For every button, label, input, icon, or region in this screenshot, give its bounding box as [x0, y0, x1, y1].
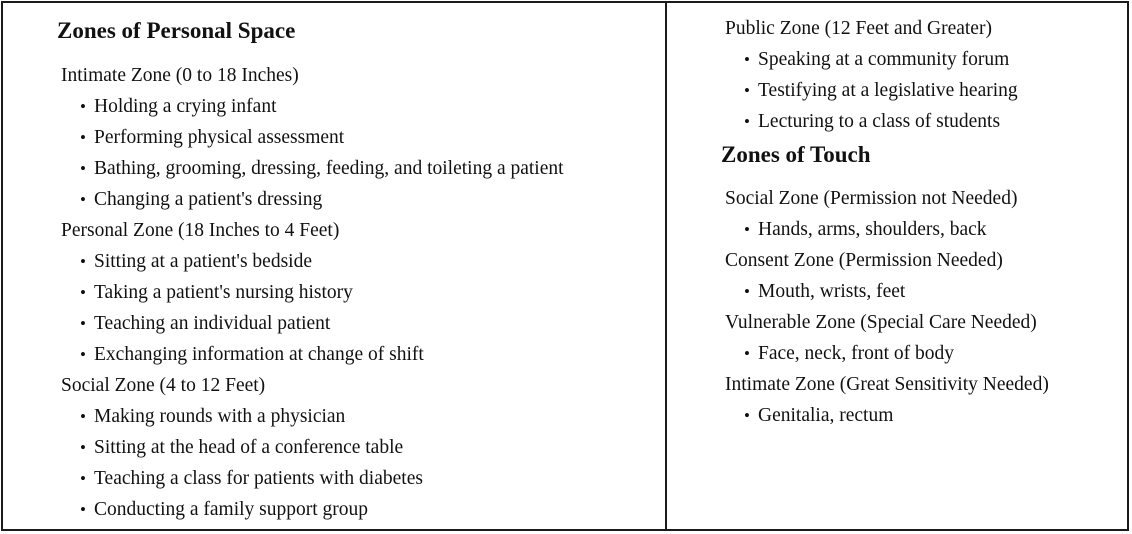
touch-column — [667, 3, 1127, 529]
zone-example-item — [744, 75, 1018, 106]
zone-example-item — [80, 494, 564, 525]
zone-examples — [61, 401, 564, 525]
zone-example-text: Conducting a family support group — [94, 499, 369, 520]
zone-example-text: Teaching a class for patients with diabetes — [94, 468, 423, 489]
zone-examples — [61, 91, 564, 215]
bullet-icon: • — [80, 407, 86, 426]
zone-example-item — [80, 184, 564, 215]
zone-title: Public Zone (12 Feet and Greater) — [725, 18, 992, 39]
zone-example-text: Bathing, grooming, dressing, feeding, and toileting a patient — [94, 158, 564, 179]
bullet-icon: • — [80, 283, 86, 302]
zone-example-text: Face, neck, front of body — [758, 343, 955, 364]
zone-examples — [725, 44, 1018, 137]
zone-group — [725, 369, 1049, 431]
zone-example-item — [744, 276, 1049, 307]
zone-title: Intimate Zone (0 to 18 Inches) — [61, 65, 299, 86]
zone-example-item — [744, 106, 1018, 137]
zone-example-text: Performing physical assessment — [94, 127, 345, 148]
zone-title: Consent Zone (Permission Needed) — [725, 250, 1003, 271]
personal-space-zone-list — [61, 60, 564, 525]
bullet-icon: • — [744, 282, 750, 301]
bullet-icon: • — [744, 220, 750, 239]
zone-group — [725, 13, 1018, 137]
zones-table — [1, 1, 1129, 531]
bullet-icon: • — [80, 252, 86, 271]
zone-example-text: Lecturing to a class of students — [758, 111, 1001, 132]
zone-title: Personal Zone (18 Inches to 4 Feet) — [61, 220, 340, 241]
zone-title: Social Zone (4 to 12 Feet) — [61, 375, 266, 396]
touch-zone-list — [725, 183, 1049, 431]
bullet-icon: • — [744, 406, 750, 425]
zone-examples — [725, 276, 1049, 307]
zone-example-item — [80, 432, 564, 463]
bullet-icon: • — [80, 345, 86, 364]
bullet-icon: • — [80, 469, 86, 488]
bullet-icon: • — [744, 344, 750, 363]
zone-group — [725, 245, 1049, 307]
zone-example-item — [80, 339, 564, 370]
zone-example-item — [80, 308, 564, 339]
zone-example-text: Sitting at a patient's bedside — [94, 251, 312, 272]
zone-title: Vulnerable Zone (Special Care Needed) — [725, 312, 1037, 333]
public-zone-block — [725, 13, 1018, 137]
zone-group — [725, 307, 1049, 369]
zone-example-item — [80, 463, 564, 494]
zone-examples — [725, 400, 1049, 431]
bullet-icon: • — [744, 50, 750, 69]
zone-example-item — [744, 400, 1049, 431]
zone-group — [61, 370, 564, 525]
zone-example-text: Holding a crying infant — [94, 96, 277, 117]
bullet-icon: • — [80, 128, 86, 147]
bullet-icon: • — [80, 190, 86, 209]
zone-examples — [725, 214, 1049, 245]
zone-example-item — [80, 277, 564, 308]
zone-example-item — [744, 214, 1049, 245]
zone-example-item — [80, 153, 564, 184]
bullet-icon: • — [80, 314, 86, 333]
bullet-icon: • — [80, 500, 86, 519]
personal-space-heading: Zones of Personal Space — [57, 18, 296, 43]
zone-examples — [61, 246, 564, 370]
zone-example-item — [744, 338, 1049, 369]
bullet-icon: • — [744, 81, 750, 100]
zone-example-text: Hands, arms, shoulders, back — [758, 219, 987, 240]
zone-example-text: Teaching an individual patient — [94, 313, 331, 334]
zone-example-text: Exchanging information at change of shift — [94, 344, 424, 365]
zone-example-text: Making rounds with a physician — [94, 406, 346, 427]
zone-example-text: Mouth, wrists, feet — [758, 281, 906, 302]
bullet-icon: • — [80, 438, 86, 457]
zone-group — [61, 60, 564, 215]
zone-example-item — [80, 401, 564, 432]
zone-examples — [725, 338, 1049, 369]
zone-example-item — [80, 246, 564, 277]
zone-group — [725, 183, 1049, 245]
zone-example-item — [744, 44, 1018, 75]
zone-example-text: Genitalia, rectum — [758, 405, 894, 426]
bullet-icon: • — [80, 97, 86, 116]
zone-group — [61, 215, 564, 370]
zone-example-text: Sitting at the head of a conference table — [94, 437, 404, 458]
zone-example-item — [80, 91, 564, 122]
zone-example-text: Speaking at a community forum — [758, 49, 1010, 70]
zone-example-text: Taking a patient's nursing history — [94, 282, 353, 303]
zone-title: Social Zone (Permission not Needed) — [725, 188, 1018, 209]
touch-heading: Zones of Touch — [721, 142, 871, 167]
zone-example-item — [80, 122, 564, 153]
zone-title: Intimate Zone (Great Sensitivity Needed) — [725, 374, 1049, 395]
zone-example-text: Testifying at a legislative hearing — [758, 80, 1018, 101]
bullet-icon: • — [80, 159, 86, 178]
personal-space-column — [3, 3, 667, 529]
bullet-icon: • — [744, 112, 750, 131]
zone-example-text: Changing a patient's dressing — [94, 189, 323, 210]
